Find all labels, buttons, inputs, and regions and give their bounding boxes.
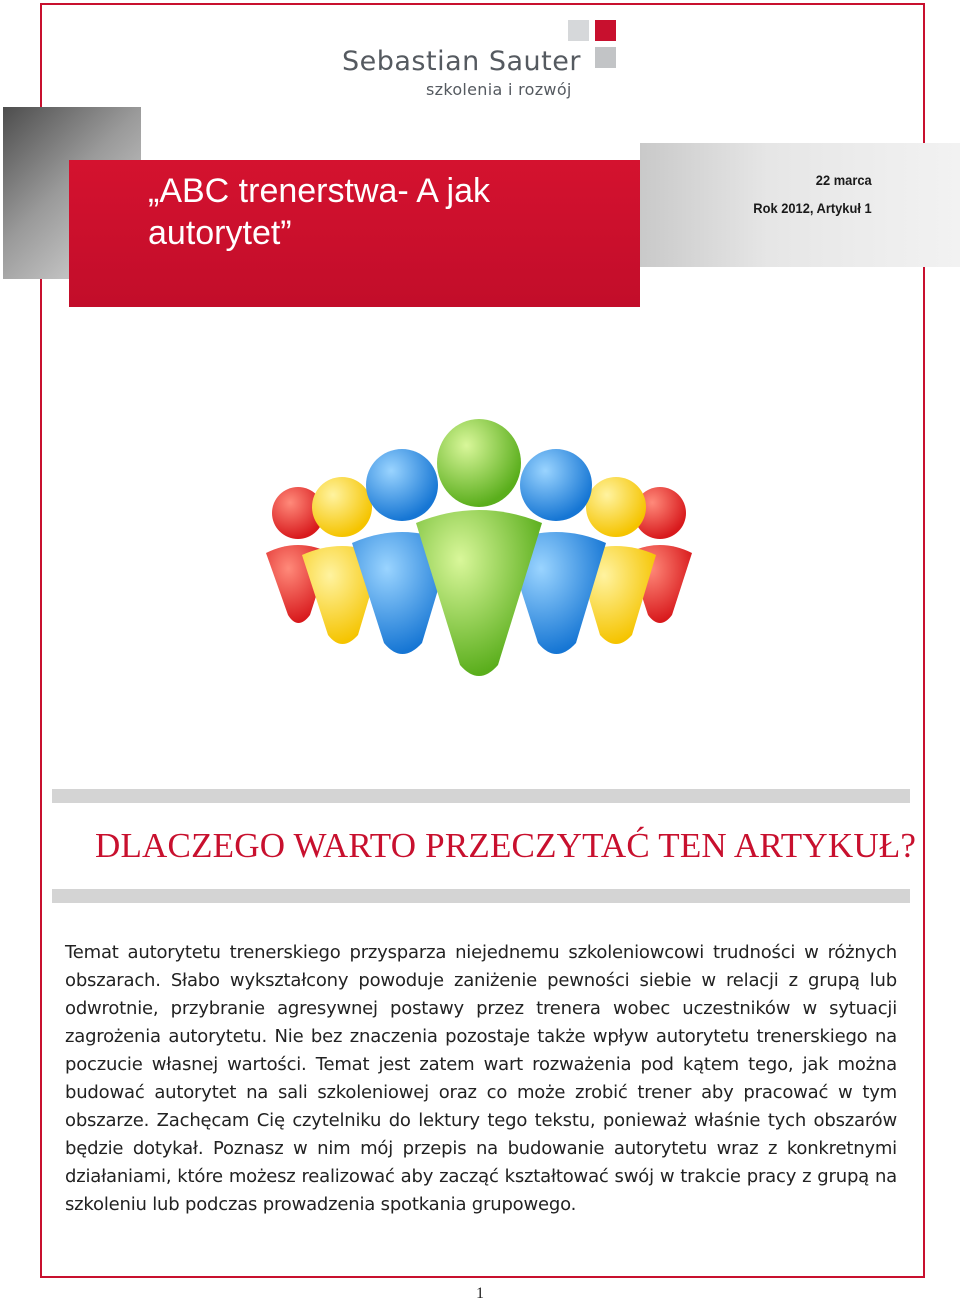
intro-paragraph: Temat autorytetu trenerskiego przysparza niejednemu szkoleniowcowi trudności w różnych obszarach. Słabo wykształcony powoduje zaniżenie pewności siebie w relacji z grupą lub odwrotnie, przybranie agresywnej postawy przez trenera wobec uczestników w sytuacji zagrożenia autorytetu. Nie bez znaczenia pozostaje także wpływ autorytetu trenerskiego na poczucie własnej wartości. Temat jest zatem wart rozważenia pod kątem tego, jak można budować autorytet na sali szkoleniowej oraz co może zrobić trener aby pracować w tym obszarze. Zachęcam Cię czytelniku do lektury tego tekstu, ponieważ właśnie tych obszarów będzie dotykał. Poznasz w nim mój przepis na budowanie autorytetu wraz z konkretnymi działaniami, które możesz realizować aby zacząć kształtować swój w trakcie pracy z grupą na szkoleniu lub podczas prowadzenia spotkania grupowego.	[65, 942, 897, 1215]
issue-info	[754, 166, 872, 222]
heading-rule-top	[52, 789, 910, 803]
page-number: 1	[476, 1285, 484, 1302]
logo-squares-icon	[568, 20, 616, 68]
team-people-icon	[236, 405, 722, 690]
company-logo	[342, 18, 622, 108]
section-heading: DLACZEGO WARTO PRZECZYTAĆ TEN ARTYKUŁ?	[95, 826, 917, 865]
logo-name: Sebastian Sauter	[342, 46, 581, 77]
figure-green-center	[416, 419, 542, 676]
heading-rule-bottom	[52, 889, 910, 903]
article-title: „ABC trenerstwa- A jak autorytet”	[148, 172, 491, 252]
issue-date: 22 marca	[816, 172, 872, 188]
logo-tagline: szkolenia i rozwój	[426, 80, 572, 99]
issue-number: Rok 2012, Artykuł 1	[753, 200, 872, 216]
